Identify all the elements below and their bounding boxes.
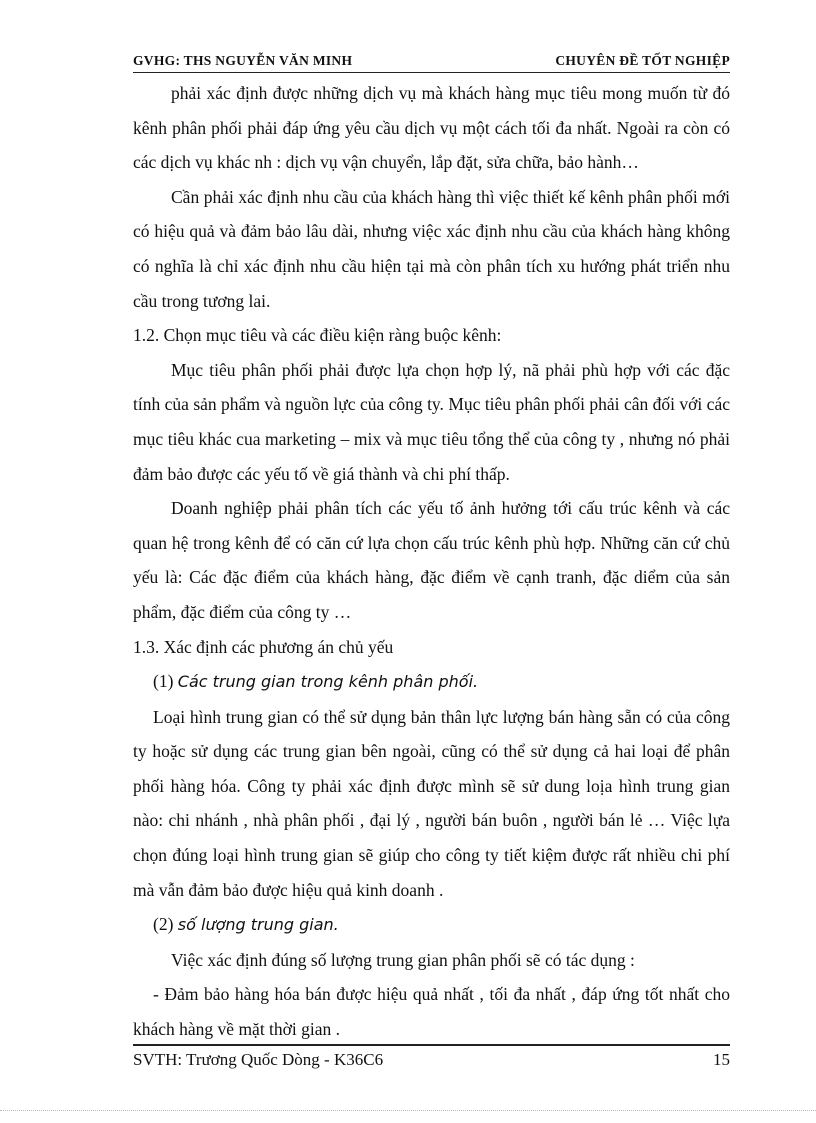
- paragraph-services: phải xác định được những dịch vụ mà khách hàng mục tiêu mong muốn từ đó kênh phân phối phải đáp ứng yêu cầu dịch vụ một cách tối đa nhất. Ngoài ra còn có các dịch vụ khác nh : dịch vụ vận chuyển, lắp đặt, sửa chữa, bảo hành…: [133, 83, 730, 173]
- header-title: CHUYÊN ĐỀ TỐT NGHIỆP: [555, 53, 730, 68]
- subsection-title: Các trung gian trong kênh phân phối.: [177, 672, 479, 692]
- section-heading-1-2: 1.2. Chọn mục tiêu và các điều kiện ràng buộc kênh:: [133, 325, 502, 346]
- header-instructor: GVHG: THS NGUYỄN VĂN MINH: [133, 53, 353, 68]
- paragraph-customer-needs: Cần phải xác định nhu cầu của khách hàng thì việc thiết kế kênh phân phối mới có hiệu quả và đảm bảo lâu dài, nhưng việc xác định nhu cầu của khách hàng không có nghĩa là chỉ xác định nhu cầu hiện tại mà còn phân tích xu hướng phát triển nhu cầu trong tương lai.: [133, 186, 730, 311]
- bullet-efficiency: - Đảm bảo hàng hóa bán được hiệu quả nhất , tối đa nhất , đáp ứng tốt nhất cho khách hàng về mặt thời gian .: [133, 984, 730, 1040]
- paragraph-quantity-effect: Việc xác định đúng số lượng trung gian phân phối sẽ có tác dụng :: [171, 949, 635, 970]
- page-header: [133, 50, 730, 72]
- paragraph-intermediary-types: Loại hình trung gian có thể sử dụng bản thân lực lượng bán hàng sẵn có của công ty hoặc sử dụng các trung gian bên ngoài, cũng có thể sử dụng cả hai loại để phân phối hàng hóa. Công ty phải xác định được mình sẽ sử dung loịa hình trung gian nào: chi nhánh , nhà phân phối , đại lý , người bán buôn , người bán lẻ … Việc lựa chọn đúng loại hình trung gian sẽ giúp cho công ty tiết kiệm được rất nhiều chi phí mà vẫn đảm bảo được hiệu quả kinh doanh .: [133, 706, 730, 900]
- subsection-quantity: [133, 907, 730, 943]
- header-rule: [133, 72, 730, 73]
- page-footer: [133, 1048, 730, 1074]
- page-body: [133, 76, 730, 1047]
- subsection-intermediaries: [133, 664, 730, 700]
- subsection-number: (1): [153, 671, 174, 692]
- subsection-title: số lượng trung gian.: [177, 915, 339, 935]
- page-edge-dots: [0, 1110, 816, 1111]
- page-number: 15: [713, 1050, 730, 1069]
- subsection-number: (2): [153, 914, 174, 935]
- paragraph-objectives: Mục tiêu phân phối phải được lựa chọn hợp lý, nã phải phù hợp với các đặc tính của sản phẩm và nguồn lực của công ty. Mục tiêu phân phối phải cân đối với các mục tiêu khác cua marketing – mix và mục tiêu tổng thể của công ty , nhưng nó phải đảm bảo được các yếu tố về giá thành và chi phí thấp.: [133, 359, 730, 484]
- section-heading-1-3: 1.3. Xác định các phương án chủ yếu: [133, 636, 394, 657]
- paragraph-factors: Doanh nghiệp phải phân tích các yếu tố ảnh hưởng tới cấu trúc kênh và các quan hệ trong kênh để có căn cứ lựa chọn cấu trúc kênh phù hợp. Những căn cứ chủ yếu là: Các đặc điểm của khách hàng, đặc điểm về cạnh tranh, đặc diểm của sản phẩm, đặc điểm của công ty …: [133, 498, 730, 622]
- footer-rule: [133, 1044, 730, 1046]
- footer-student: SVTH: Trương Quốc Dòng - K36C6: [133, 1050, 384, 1069]
